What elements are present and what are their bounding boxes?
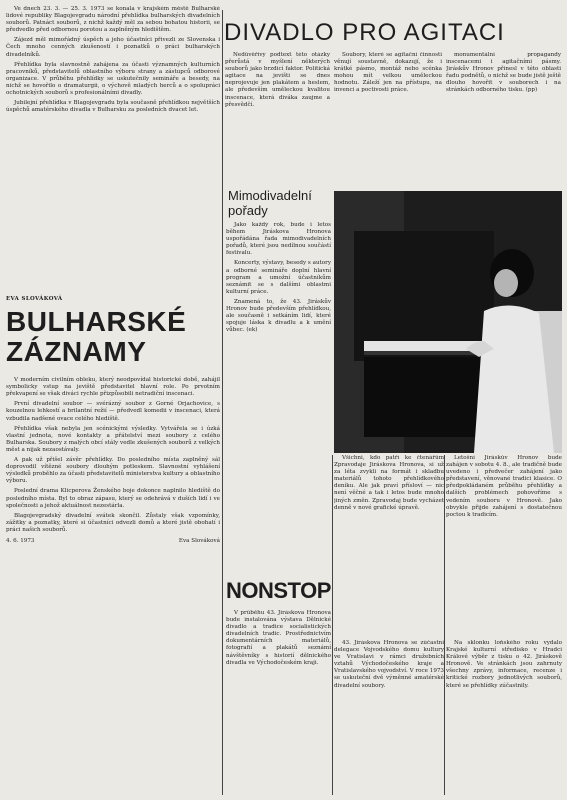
porady-text: Jako každý rok, bude i letos během Jiráskova Hronova uspořádána řada mimodivadelních pořadů, které jsou nedílnou součástí festivalu. [226,222,331,257]
intro-paragraph: Zájezd měl mimořádný úspěch a jeho účastníci přivezli ze Slovenska i Čech mnoho cenných zkušeností i poznatků o práci bulharských divadelníků. [6,37,220,58]
nonstop-column [226,610,331,796]
headline: DIVADLO PRO AGITACI [224,19,505,46]
article-title: BULHARSKÉ ZÁZNAMY [6,306,187,368]
intro-article [6,6,220,294]
author-line: EVA SLOVÁKOVÁ [6,296,63,302]
article-date: 4. 6. 1973 [6,537,35,544]
nonstop-title: NONSTOP [226,578,331,603]
body-paragraph: Poslední drama Klicperova Ženského boje dokonce naplnilo hlediště do posledního místa. Byl to obraz zápasu, který se odehrává v duších lidí i ve společnosti a jehož aktuálnost nezestárla. [6,488,220,509]
pianist-photo [334,191,562,453]
photo-illustration [334,191,562,453]
article-footer [6,538,220,545]
body-paragraph: A pak už přišel závěr přehlídky. Do posledního místa zaplněný sál doprovodil vítězné soubory dlouhým potleskem. Slavnostní vyhlášení výsledků proběhlo za účasti představitelů ministerstva kultury a oblastního výboru. [6,457,220,485]
divadlo-column-3 [446,52,561,190]
zpravodaj-text: Všichni, kdo patří ke čtenářům Zpravodaje Jiráskova Hronova, si už za léta zvykli na formát i skladbu materiálů tohoto přehlídkového deníku. Ale jak praví přísloví — nic není věčné a tak i letos bude mnoho jiných změn. Zpravodaj bude vycházet denně v nové grafické úpravě. [334,455,444,511]
porady-text: Znamená to, že 43. Jiráskův Hronov bude především přehlídkou, ale současně i setkáním lidí, které spojuje láska k divadlu a k umění vůbec. (ek) [226,298,331,334]
divadlo-text: Soubory, které se agitační činnosti věnují soustavně, dokazují, že i krátké pásmo, montáž nebo scénka mohou mít velkou uměleckou hodnotu. Záleží jen na přístupu, na invenci a poctivosti práce. [334,52,442,94]
body-paragraph: V moderním civilním obleku, který neodpovídal historické době, zahájil symbolicky vstup na jeviště představitel hlavní role. Po prvotním překvapení se však diváci rychle přizpůsobili netradiční inscenaci. [6,377,220,398]
body-paragraph: První divadelní soubor — svérázný soubor z Gorné Orjachovice, s kouzelnou lehkostí a brilantní režií — předvedl komedii v inscenaci, která vzbudila nadšené ovace celého hlediště. [6,401,220,422]
body-paragraph: Blagojevgradský divadelní svátek skončil. Zůstaly však vzpomínky, zážitky a poznatky, které si účastníci odvezli domů a které jistě obohatí i práci našich souborů. [6,512,220,533]
divadlo-text: monumentální propagandy inscenacemi i agitačními pásmy. Jiráskův Hronov přinesl v této oblasti řadu podnětů, o nichž se bude jistě ještě dlouho hovořit v souborech i na stránkách odborného tisku. (pp) [446,52,561,94]
divadlo-column-2 [334,52,442,190]
divadlo-text: Nedůvěřivý podtext této otázky přerůstá v myšlení některých souborů jako brzdicí faktor. Politická agitace na jevišti se dnes neprojevuje jen plakátem a heslem, ale především uměleckou kvalitou inscenace, která diváka zaujme a přesvědčí. [225,52,330,108]
column-divider [222,10,223,795]
column-divider [444,455,445,795]
vratislav-column [334,640,444,796]
porady-column [226,222,331,572]
left-column [6,6,220,796]
vyber-text: Na sklonku loňského roku vydalo Krajské kulturní středisko v Hradci Králové výběr z tisku o 42. Jiráskově Hronově. Ve stránkách jsou zahrnuty všechny zprávy, informace, recenze i kritické rozbory jednotlivých souborů, které se přehlídky zúčastnily. [446,640,562,689]
vyber-column [446,640,562,796]
nonstop-text: V průběhu 43. Jiráskova Hronova bude instalována výstava Dělnické divadlo a tradice socialistických divadelních tradic. Prostřednictvím dokumentárních materiálů, fotografií a plakátů seznámí návštěvníky s historií dělnického divadla ve Východočeském kraji. [226,610,331,666]
divadlo-column-1 [225,52,330,190]
article-signature: Eva Slováková [178,537,220,544]
intro-paragraph: Ve dnech 23. 3. — 25. 3. 1973 se konala v krajském městě Bulharské lidové republiky Blagojevgradu národní přehlídka bulharských divadelních souborů. Patnáct souborů, z nichž každý měl za sebou bohatou historii, se předvedlo před odbornou porotou a zaplněným hledištěm. [6,6,220,34]
zpravodaj-column [334,455,444,635]
vratislav-text: 43. Jiráskova Hronova se zúčastní delegace Vojvodského domu kultury ve Vratislavi v rámci družebních vztahů Východočeského kraje a Vratislavského vojvodství. V roce 1973 se uskuteční dvě výměnné amatérské divadelní soubory. [334,640,444,689]
section-title: Mimodivadelní pořady [228,188,312,218]
column-divider [332,455,333,795]
zahajeni-column [446,455,562,635]
zahajeni-text: Letošní Jiráskův Hronov bude zahájen v sobotu 4. 8., ale tradičně bude uvedeno i předvečer zahájení jako představení, věnované tradici klasice. O předpokládaném průběhu přehlídky a dalších problémech pohovoříme s vedením souboru v Hronově. Jako obvykle přijde zahájení s dostatečnou poctou k tradicím. [446,455,562,518]
intro-paragraph: Přehlídka byla slavnostně zahájena za účasti významných kulturních pracovníků, představitelů oblastního výboru strany a zástupců odborové organizace. V průběhu přehlídky se uskutečnily semináře a besedy, na nichž se hovořilo o dramaturgii, o výchově mladých herců a o spolupráci ochotnických souborů s profesionálními divadly. [6,61,220,97]
body-paragraph: Přehlídka však nebyla jen scénickými výsledky. Vytvářela se i úzká vlastní jednota, nové kontakty a přátelství mezi soubory z celého Bulharska. Soubory z malých obcí stály vedle zkušených souborů z velkých měst a nijak nezaostávaly. [6,425,220,453]
porady-text: Koncerty, výstavy, besedy s autory a odborné semináře doplní hlavní program a umožní účastníkům seznámit se s dalšími oblastmi kulturní práce. [226,260,331,295]
intro-paragraph: Jubilejní přehlídka v Blagojevgradu byla současně přehlídkou největších úspěchů amatérského divadla v Bulharsku za posledních dvacet let. [6,100,220,114]
